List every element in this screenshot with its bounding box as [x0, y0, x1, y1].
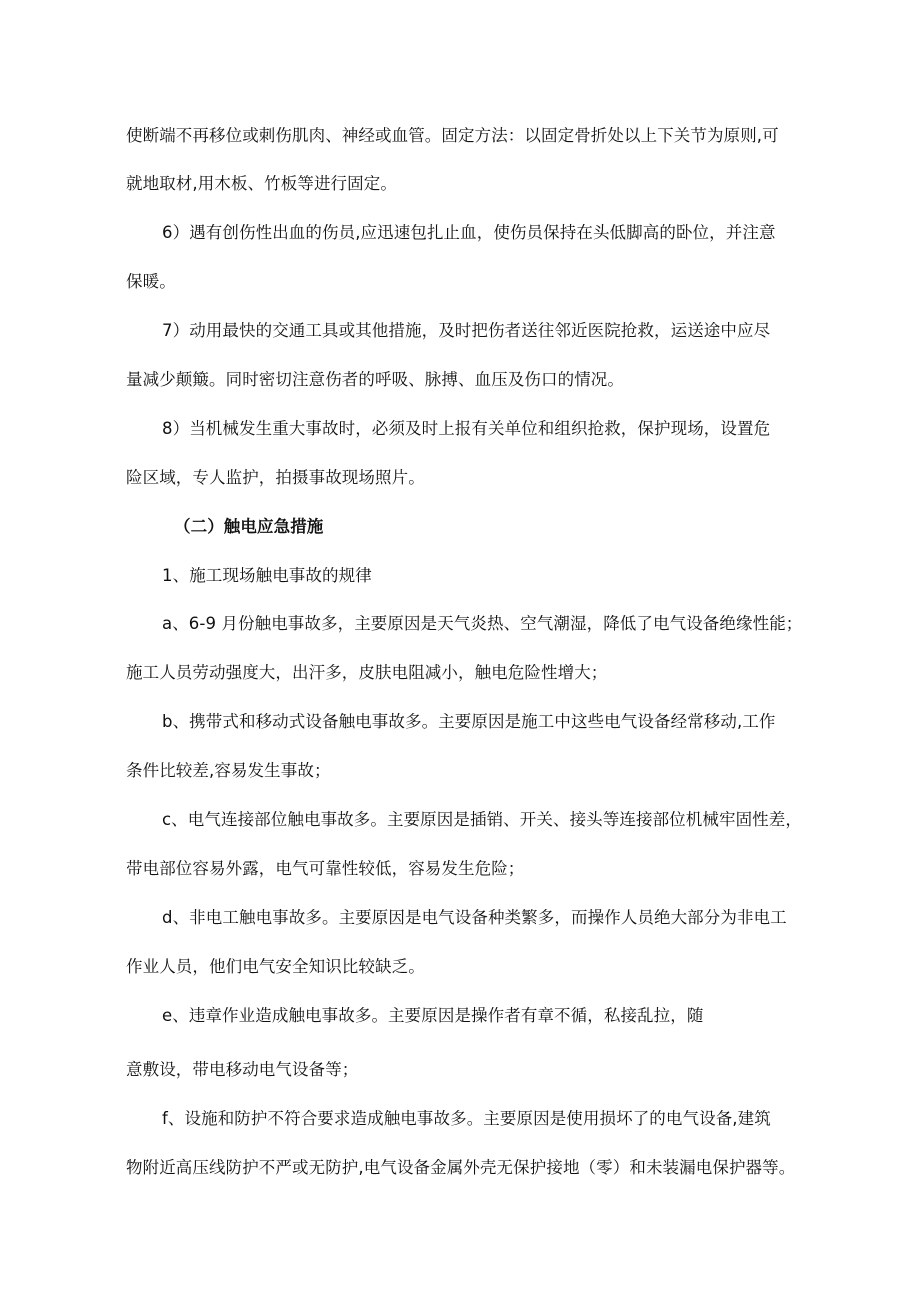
text-line: 6）遇有创伤性出血的伤员,应迅速包扎止血，使伤员保持在头低脚高的卧位，并注意 [162, 223, 776, 242]
text-line: b、携带式和移动式设备触电事故多。主要原因是施工中这些电气设备经常移动,工作 [162, 712, 776, 731]
text-line: d、非电工触电事故多。主要原因是电气设备种类繁多，而操作人员绝大部分为非电工 [162, 908, 787, 927]
text-line: 保暖。 [126, 272, 176, 291]
text-line: 7）动用最快的交通工具或其他措施，及时把伤者送往邻近医院抢救，运送途中应尽 [162, 321, 771, 340]
text-line: 条件比较差,容易发生事故； [126, 761, 331, 780]
text-line: 施工人员劳动强度大，出汗多，皮肤电阻减小，触电危险性增大； [126, 663, 608, 682]
text-line: 意敷设，带电移动电气设备等； [126, 1060, 359, 1079]
text-line: 物附近高压线防护不严或无防护,电气设备金属外壳无保护接地（零）和未装漏电保护器等。 [126, 1158, 796, 1177]
text-line: 带电部位容易外露，电气可靠性较低，容易发生危险； [126, 859, 525, 878]
text-line: 使断端不再移位或刺伤肌肉、神经或血管。固定方法：以固定骨折处以上下关节为原则,可 [126, 126, 779, 145]
section-heading: （二）触电应急措施 [174, 517, 324, 536]
text-line: c、电气连接部位触电事故多。主要原因是插销、开关、接头等连接部位机械牢固性差， [162, 810, 802, 829]
text-line: 作业人员，他们电气安全知识比较缺乏。 [126, 957, 425, 976]
subsection-heading: 1、施工现场触电事故的规律 [162, 566, 372, 585]
text-line: e、违章作业造成触电事故多。主要原因是操作者有章不循，私接乱拉，随 [162, 1006, 704, 1025]
text-line: 险区域，专人监护，拍摄事故现场照片。 [126, 468, 425, 487]
text-line: 8）当机械发生重大事故时，必须及时上报有关单位和组织抢救，保护现场，设置危 [162, 419, 771, 438]
text-line: 量减少颠簸。同时密切注意伤者的呼吸、脉搏、血压及伤口的情况。 [126, 370, 624, 389]
text-line: 就地取材,用木板、竹板等进行固定。 [126, 174, 397, 193]
text-line: a、6-9 月份触电事故多，主要原因是天气炎热、空气潮湿，降低了电气设备绝缘性能； [162, 614, 803, 633]
text-line: f、设施和防护不符合要求造成触电事故多。主要原因是使用损坏了的电气设备,建筑 [162, 1109, 771, 1128]
